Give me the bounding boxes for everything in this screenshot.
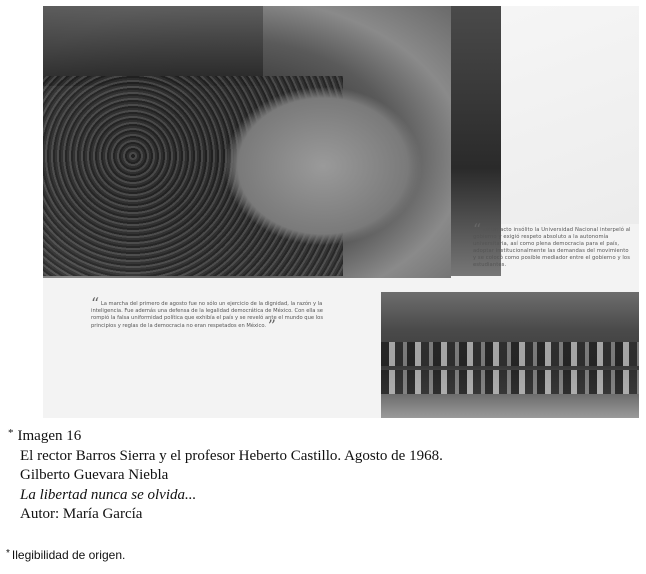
- seated-row: [381, 342, 639, 366]
- caption-description: El rector Barros Sierra y el profesor Heberto Castillo. Agosto de 1968.: [20, 447, 443, 464]
- crowd-photo: [43, 6, 451, 278]
- quote-left: [91, 294, 341, 335]
- plaza-area: [223, 86, 423, 246]
- footnote: [6, 548, 125, 562]
- caption-title-line: [8, 424, 443, 447]
- caption-credit: Autor: María García: [20, 506, 143, 522]
- footnote-text: Ilegibilidad de origen.: [11, 548, 126, 562]
- asterisk: *: [6, 548, 10, 559]
- trees-area: [43, 6, 263, 86]
- caption-book-author: Gilberto Guevara Niebla: [20, 467, 169, 483]
- meeting-photo: [381, 292, 639, 418]
- right-page: [451, 6, 639, 224]
- scanned-book-spread: [43, 6, 639, 418]
- caption-book-title-line: [8, 486, 443, 506]
- image-caption: [8, 424, 443, 525]
- quote-left-text: La marcha del primero de agosto fue no sólo un ejercicio de la dignidad, la razón y la inteligencia. Fue además una defensa de la legalidad democrática de México. Con ella se rompió la falsa uniformidad política que exhibía el país y se reveló ante el mundo que los principios y reglas de la democracia no eran respetados en México.: [91, 301, 324, 329]
- close-quote-mark: ”: [267, 316, 276, 335]
- quote-right: [473, 220, 633, 269]
- seated-row: [381, 370, 639, 394]
- asterisk: *: [8, 427, 14, 439]
- caption-book-title: La libertad nunca se olvida...: [20, 486, 197, 503]
- open-quote-mark: “: [91, 294, 100, 313]
- quote-right-text: En un acto insólito la Universidad Nacional interpeló al gobierno y exigió respeto absoluto a la autonomía universitaria, así como plena democracia para el país, adoptar institucionalmente las demandas del movimiento y se colocó como posible mediador entre el gobierno y los estudiantes.: [473, 227, 631, 268]
- caption-title: Imagen 16: [17, 428, 82, 444]
- open-quote-mark: “: [473, 220, 482, 239]
